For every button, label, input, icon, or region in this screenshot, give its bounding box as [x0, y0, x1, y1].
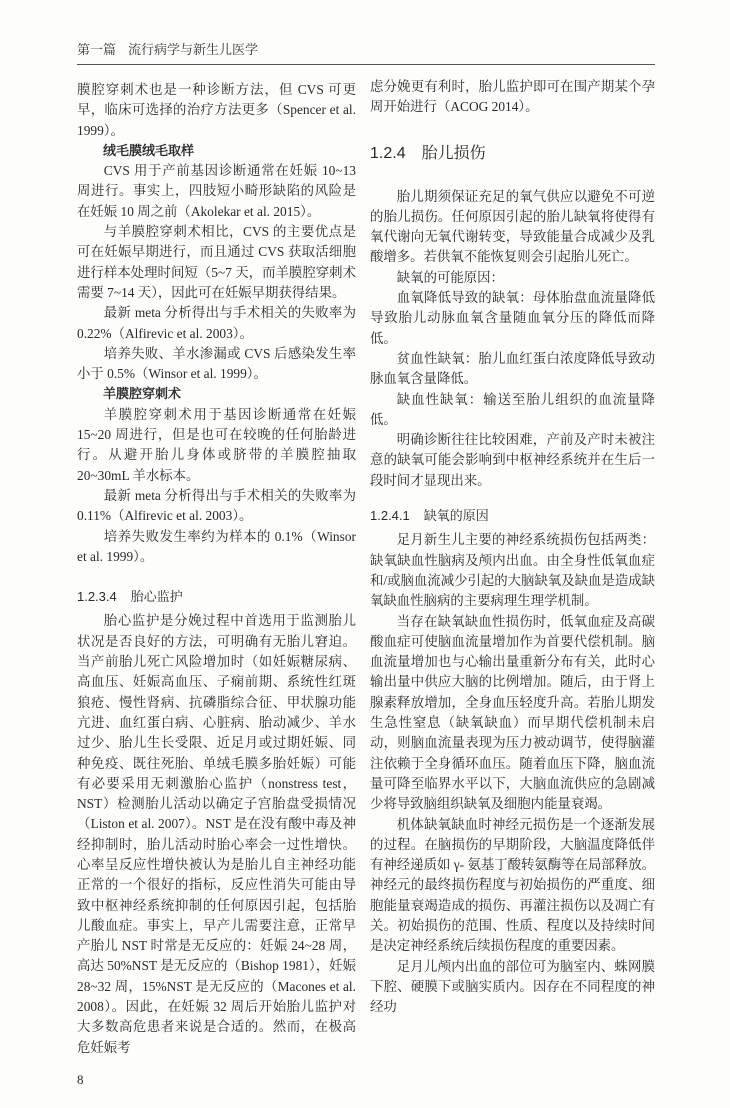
paragraph: 足月新生儿主要的神经系统损伤包括两类：缺氧缺血性脑病及颅内出血。由全身性低氧血症和/或脑血流减少引起的大脑缺氧及缺血是造成缺氧缺血性脑病的主要病理生理学机制。 [370, 532, 655, 609]
section-number: 1.2.4.1 [370, 508, 410, 524]
paragraph: 机体缺氧缺血时神经元损伤是一个逐渐发展的过程。在脑损伤的早期阶段，大脑温度降低伴有神经递质如 γ- 氨基丁酸转氨酶等在局部释放。神经元的最终损伤程度与初始损伤的严重度、细胞能量衰竭造成的损伤、再灌注损伤以及凋亡有关。初始损伤的范围、性质、程度以及持续时间是决定神经系统后续损伤程度的重要因素。 [370, 816, 655, 954]
subheading-cvs: 绒毛膜绒毛取样 [103, 142, 195, 158]
paragraph: 缺氧的可能原因： [396, 269, 504, 285]
paragraph: 培养失败、羊水渗漏或 CVS 后感染发生率小于 0.5%（Winsor et al. 1999）。 [77, 345, 356, 382]
subheading-amniocentesis: 羊膜腔穿刺术 [103, 386, 182, 402]
part-label: 第一篇 [77, 42, 117, 57]
paragraph: 贫血性缺氧：胎儿血红蛋白浓度降低导致动脉血氧含量降低。 [370, 350, 655, 387]
section-title: 胎心监护 [130, 589, 183, 605]
section-number: 1.2.4 [370, 144, 406, 162]
header-rule [77, 64, 655, 65]
right-column [370, 77, 655, 1017]
paragraph: 最新 meta 分析得出与手术相关的失败率为 0.11%（Alfirevic et al. 2003）。 [77, 487, 356, 524]
paragraph: 当存在缺氧缺血性损伤时，低氧血症及高碳酸血症可使脑血流量增加作为首要代偿机制。脑血流量增加也与心输出量重新分布有关，此时心输出量中供应大脑的比例增加。随后，由于肾上腺素释放增加，全身血压轻度升高。若胎儿期发生急性窒息（缺氧缺血）而早期代偿机制未启动，则脑血流量表现为压力被动调节，使得脑灌注依赖于全身循环血压。随着血压下降，脑血流量可降至临界水平以下，大脑血流供应的急剧减少将导致脑组织缺氧及细胞内能量衰竭。 [370, 613, 655, 812]
left-column [77, 80, 356, 1108]
paragraph: 羊膜腔穿刺术用于基因诊断通常在妊娠 15~20 周进行，但是也可在较晚的任何胎龄进行。从避开胎儿身体或脐带的羊膜腔抽取 20~30mL 羊水标本。 [77, 406, 356, 483]
section-number: 1.2.3.4 [77, 589, 117, 605]
section-heading-1-2-4 [370, 143, 655, 165]
section-heading-1-2-3-4 [77, 587, 356, 607]
paragraph: 培养失败发生率约为样本的 0.1%（Winsor et al. 1999）。 [77, 528, 356, 564]
section-title: 胎儿损伤 [421, 144, 486, 162]
paragraph: CVS 用于产前基因诊断通常在妊娠 10~13 周进行。事实上，四肢短小畸形缺陷的风险是在妊娠 10 周之前（Akolekar et al. 2015）。 [77, 163, 356, 219]
section-heading-1-2-4-1 [370, 506, 655, 526]
paragraph: 胎心监护是分娩过程中首选用于监测胎儿状况是否良好的方法，可明确有无胎儿窘迫。当产前胎儿死亡风险增加时（如妊娠糖尿病、高血压、妊娠高血压、子痫前期、系统性红斑狼疮、慢性肾病、抗磷脂综合征、甲状腺功能亢进、血红蛋白病、心脏病、胎动减少、羊水过少、胎儿生长受限、近足月或过期妊娠、同种免疫、既往死胎、单绒毛膜多胎妊娠）可能有必要采用无刺激胎心监护（nonstress test，NST）检测胎儿活动以确定子宫胎盘受损情况（Liston et al. 2007）。NST 是在没有酸中毒及神经抑制时，胎儿活动时胎心率会一过性增快。心率呈反应性增快被认为是胎儿自主神经功能正常的一个很好的指标，反应性消失可能由导致中枢神经系统抑制的任何原因引起，包括胎儿酸血症。事实上，早产儿需要注意，正常早产胎儿 NST 时常是无反应的：妊娠 24~28 周，高达 50%NST 是无反应的（Bishop 1981），妊娠 28~32 周，15%NST 是无反应的（Macones et al. 2008）。因此，在妊娠 32 周后开始胎儿监护对大多数高危患者来说是合适的。然而，在极高危妊娠考 [77, 613, 356, 1055]
running-header [77, 42, 270, 58]
paragraph: 胎儿期须保证充足的氧气供应以避免不可逆的胎儿损伤。任何原因引起的胎儿缺氧将使得有氧代谢向无氧代谢转变，导致能量合成减少及乳酸增多。若供氧不能恢复则会引起胎儿死亡。 [370, 188, 655, 265]
page-number: 8 [77, 1071, 84, 1087]
paragraph: 足月儿颅内出血的部位可为脑室内、蛛网膜下腔、硬膜下或脑实质内。因存在不同程度的神经功 [370, 958, 655, 1015]
chapter-title: 流行病学与新生儿医学 [128, 42, 259, 57]
paragraph: 缺血性缺氧：输送至胎儿组织的血流量降低。 [370, 391, 655, 427]
paragraph: 膜腔穿刺术也是一种诊断方法，但 CVS 可更早，临床可选择的治疗方法更多（Spencer et al. 1999）。 [77, 82, 356, 138]
paragraph: 与羊膜腔穿刺术相比，CVS 的主要优点是可在妊娠早期进行，而且通过 CVS 获取活细胞进行样本处理时间短（5~7 天，而羊膜腔穿刺术需要 7~14 天），因此可在妊娠早期获得结果。 [77, 224, 356, 300]
section-title: 缺氧的原因 [423, 508, 489, 524]
paragraph: 最新 meta 分析得出与手术相关的失败率为 0.22%（Alfirevic et al. 2003）。 [77, 305, 356, 341]
paragraph: 明确诊断往往比较困难，产前及产时未被注意的缺氧可能会影响到中枢神经系统并在生后一段时间才显现出来。 [370, 432, 655, 488]
paragraph: 虑分娩更有利时，胎儿监护即可在围产期某个孕周开始进行（ACOG 2014）。 [370, 79, 655, 115]
paragraph: 血氧降低导致的缺氧：母体胎盘血流量降低导致胎儿动脉血氧含量随血氧分压的降低而降低。 [370, 290, 655, 346]
